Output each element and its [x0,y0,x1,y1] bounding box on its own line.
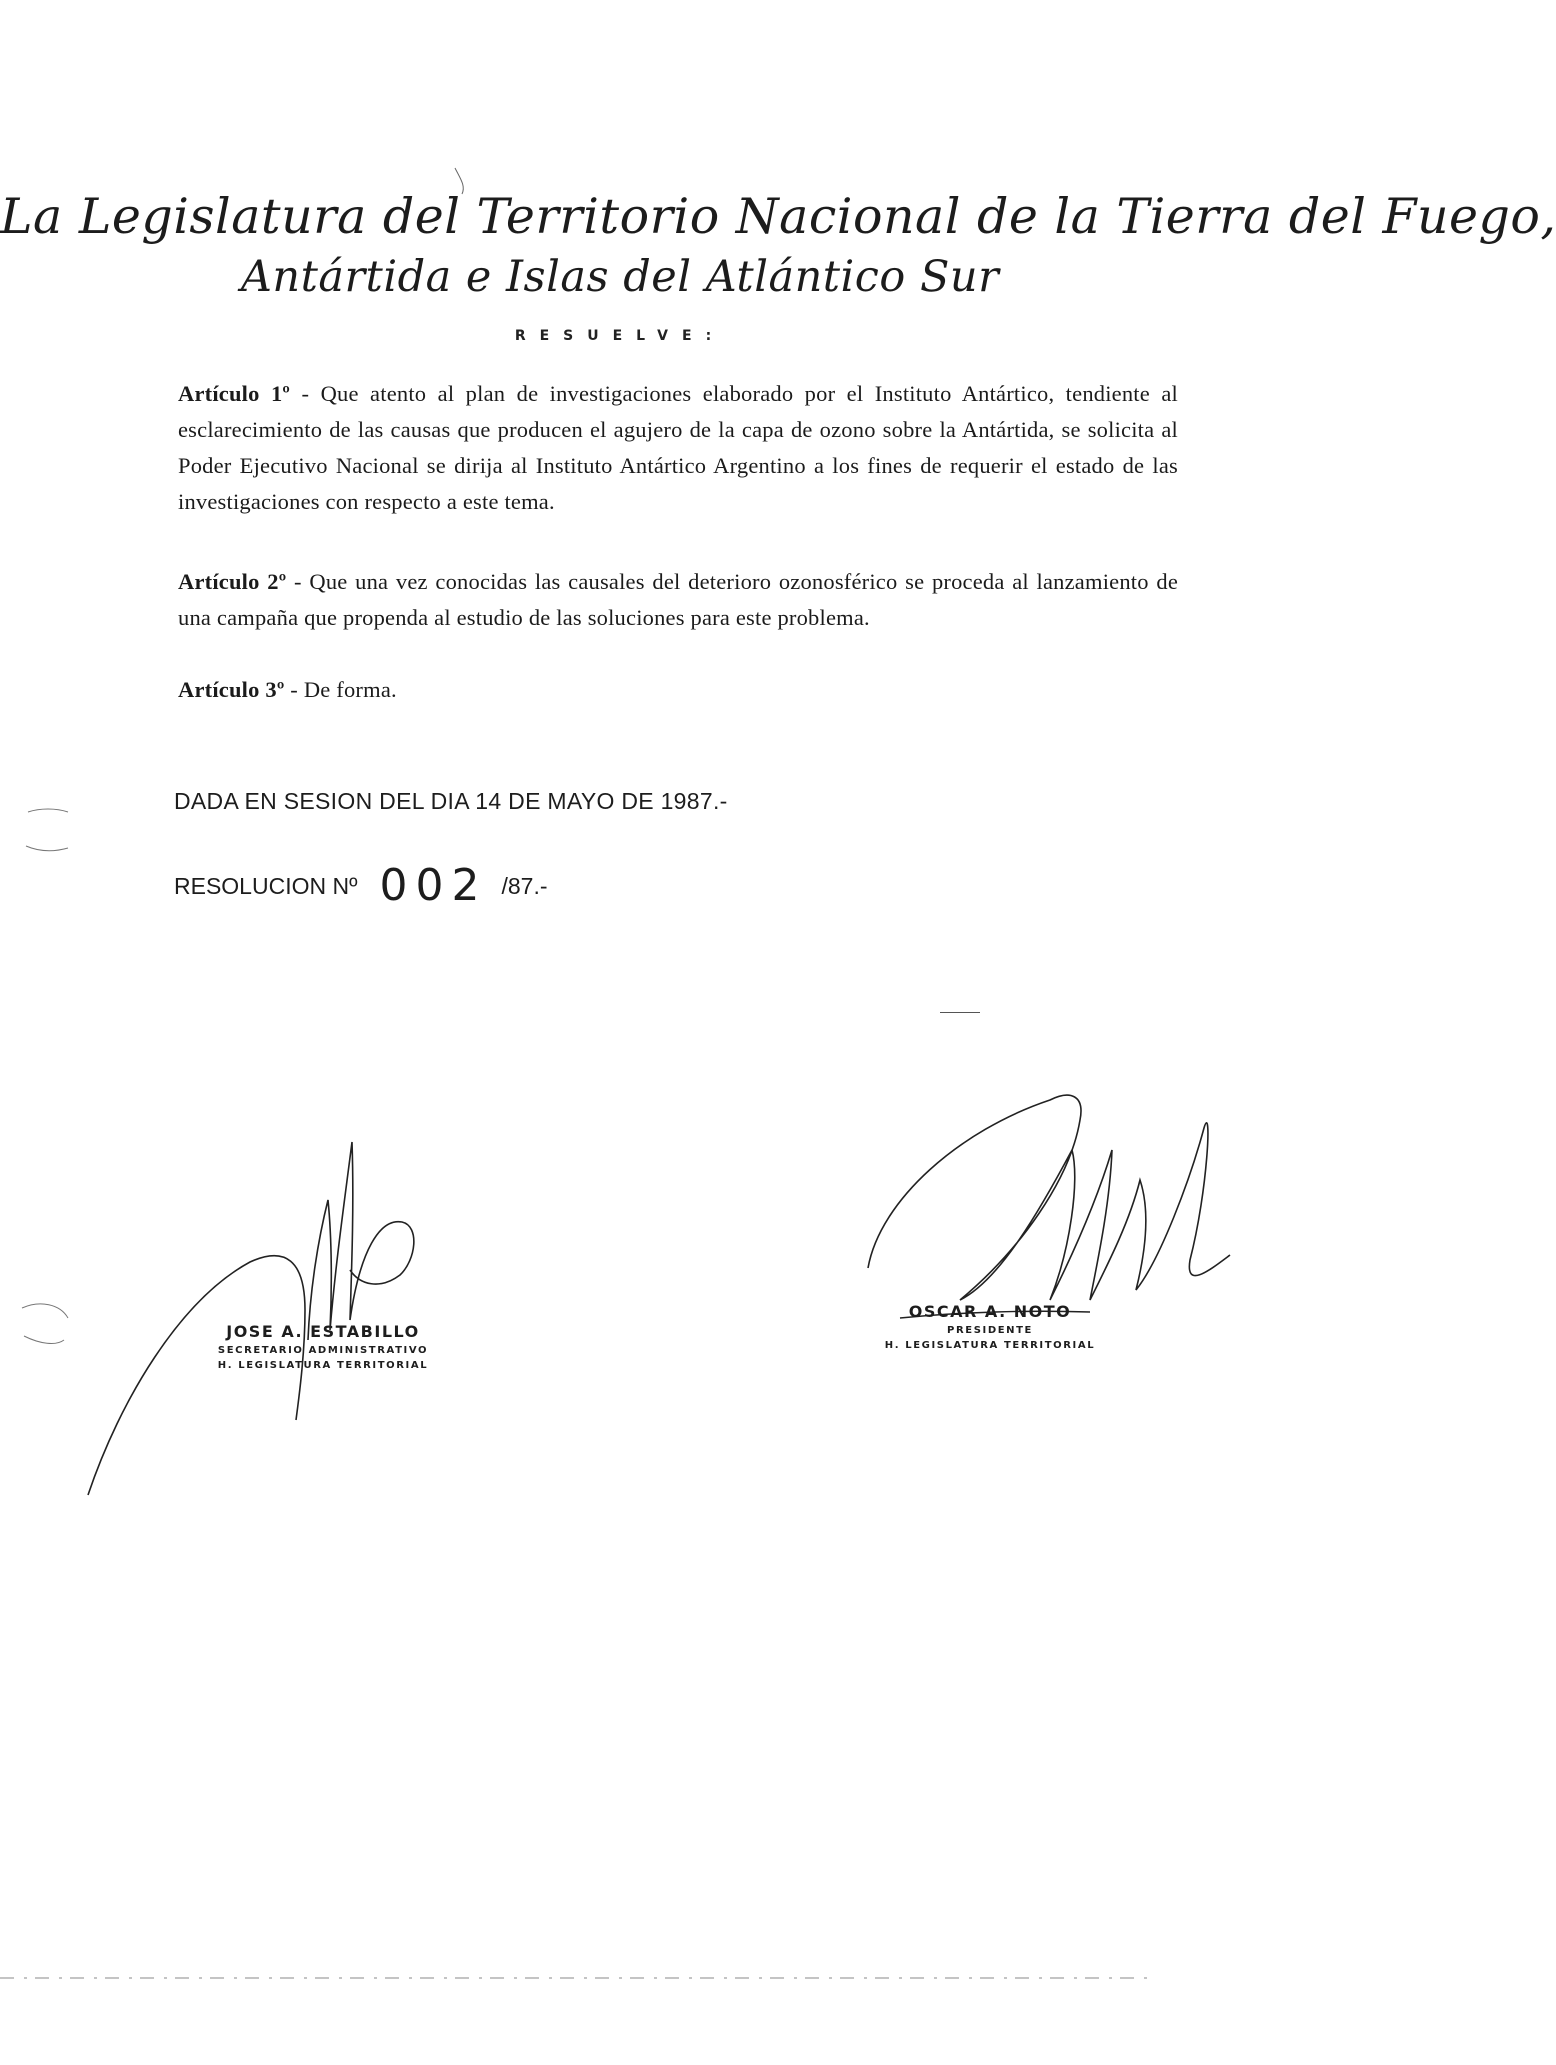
article-2-text: - Que una vez conocidas las causales del deterioro ozonosférico se proceda al lanzamiento de una campaña que propenda al estudio de las soluciones para este problema. [178,569,1179,630]
scan-mark-left-2 [26,846,68,851]
article-1-title: Artículo 1º [178,381,291,406]
signatory-left-name: JOSE A. ESTABILLO [226,1322,420,1341]
letterhead-line-1: La Legislatura del Territorio Nacional de la Tierra del Fuego, [0,188,1556,245]
signatory-right-role-2: H. LEGISLATURA TERRITORIAL [884,1340,1096,1351]
signatory-right-role-1: PRESIDENTE [947,1325,1033,1336]
signature-right [868,1095,1230,1300]
resolves-heading: RESUELVE: [514,328,726,344]
session-date: DADA EN SESION DEL DIA 14 DE MAYO DE 1987.- [174,788,728,814]
signatory-left-role-1: SECRETARIO ADMINISTRATIVO [217,1345,429,1356]
article-3-text: - De forma. [284,677,397,702]
article-1-text: - Que atento al plan de investigaciones elaborado por el Instituto Antártico, tendiente al esclarecimiento de las causas que producen el agujero de la capa de ozono sobre la Antártida, se solicita al Poder Ejecutivo Nacional se dirija al Instituto Antártico Argentino a los fines de requerir el estado de las investigaciones con respecto a este tema. [178,381,1178,514]
resolution-suffix: /87.- [501,873,548,899]
article-2-title: Artículo 2º [178,569,287,594]
scan-mark-left-1 [28,809,68,812]
scan-mark-left-4 [24,1336,64,1343]
resolution-label: RESOLUCION Nº [174,873,358,899]
signature-left [88,1142,414,1495]
scan-mark-left-3 [22,1304,68,1318]
scan-mark-top-left [455,168,463,194]
article-3-title: Artículo 3º [178,677,285,702]
signatory-right [850,1302,1130,1351]
resolution-number: 002 [379,860,488,911]
letterhead-line-2: Antártida e Islas del Atlántico Sur [240,252,1000,302]
signatory-right-name: OSCAR A. NOTO [908,1302,1072,1321]
signatory-left [188,1322,458,1371]
signatory-left-role-2: H. LEGISLATURA TERRITORIAL [217,1360,429,1371]
